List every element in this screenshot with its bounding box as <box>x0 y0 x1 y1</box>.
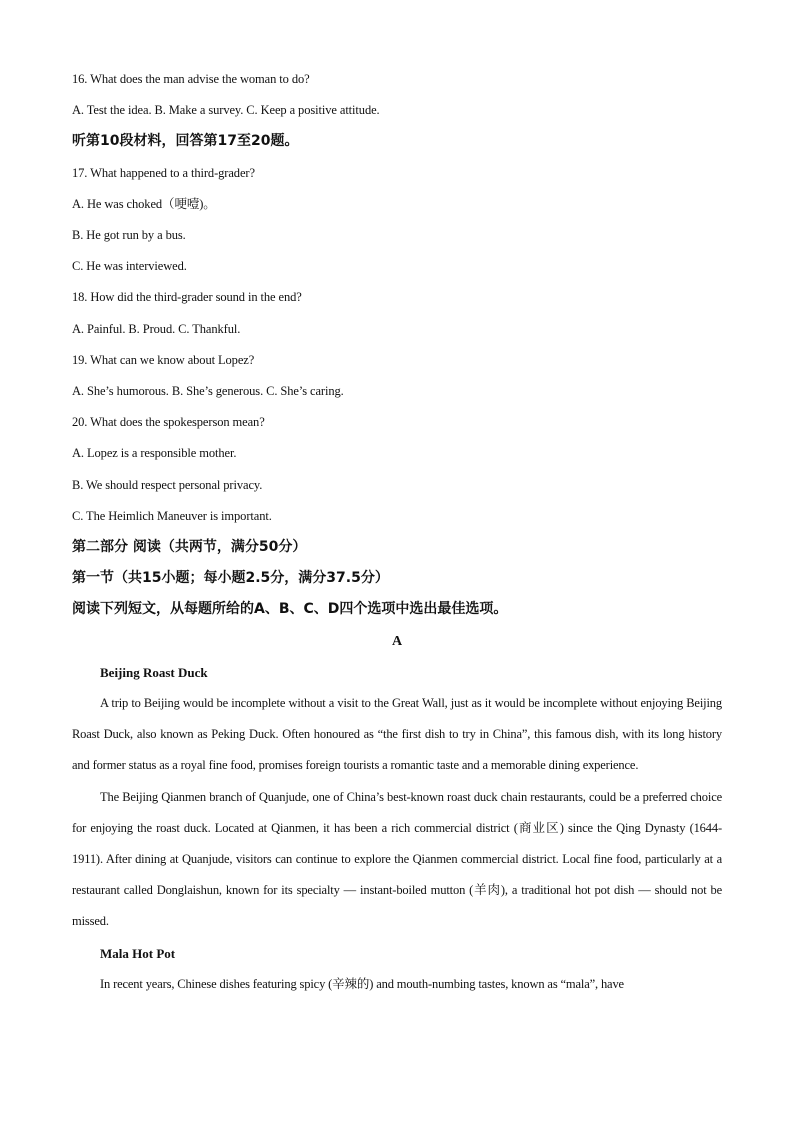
question-19-options: A. She’s humorous. B. She’s generous. C. She’s caring. <box>72 384 344 399</box>
question-20-option-a: A. Lopez is a responsible mother. <box>72 446 237 461</box>
question-18-options: A. Painful. B. Proud. C. Thankful. <box>72 321 241 336</box>
question-16-options: A. Test the idea. B. Make a survey. C. Keep a positive attitude. <box>72 103 380 118</box>
question-17-option-b: B. He got run by a bus. <box>72 228 186 243</box>
question-20-option-c: C. The Heimlich Maneuver is important. <box>72 508 272 523</box>
paragraph-roast-duck-1: A trip to Beijing would be incomplete without a visit to the Great Wall, just as it would be incomplete without enjoying Beijing Roast Duck, also known as Peking Duck. Often honoured as “the first dish to try in China”, this famous dish, with its long history and former status as a royal fine food, promises foreign tourists a romantic taste and a memorable dining experience. <box>72 696 722 773</box>
reading-part-heading: 第二部分 阅读（共两节，满分50分） <box>72 539 307 556</box>
reading-section-heading: 第一节（共15小题；每小题2.5分，满分37.5分） <box>72 570 389 587</box>
question-16: 16. What does the man advise the woman to do? <box>72 72 310 86</box>
passage-letter: A <box>391 633 403 649</box>
question-17-option-a: A. He was choked（哽噎)。 <box>72 196 216 211</box>
question-17: 17. What happened to a third-grader? <box>72 165 255 180</box>
document-page <box>72 64 722 1000</box>
paragraph-mala-1: In recent years, Chinese dishes featuring spicy (辛辣的) and mouth-numbing tastes, known as “mala”, have <box>100 976 624 991</box>
reading-instruction: 阅读下列短文，从每题所给的A、B、C、D四个选项中选出最佳选项。 <box>72 601 508 618</box>
question-20: 20. What does the spokesperson mean? <box>72 415 265 430</box>
question-19: 19. What can we know about Lopez? <box>72 352 255 367</box>
subheading-beijing-roast-duck: Beijing Roast Duck <box>100 664 208 680</box>
subheading-mala-hot-pot: Mala Hot Pot <box>100 945 176 961</box>
question-20-option-b: B. We should respect personal privacy. <box>72 477 263 492</box>
question-17-option-c: C. He was interviewed. <box>72 259 187 274</box>
section-10-heading: 听第10段材料，回答第17至20题。 <box>72 133 299 150</box>
paragraph-roast-duck-2: The Beijing Qianmen branch of Quanjude, one of China’s best-known roast duck chain restaurants, could be a preferred choice for enjoying the roast duck. Located at Qianmen, it has been a rich commercial district (商业区) since the Qing Dynasty (1644-1911). After dining at Quanjude, visitors can continue to explore the Qianmen commercial district. Local fine food, particularly at a restaurant called Donglaishun, known for its specialty — instant-boiled mutton (羊肉), a traditional hot pot dish — should not be missed. <box>72 789 722 929</box>
question-18: 18. How did the third-grader sound in the end? <box>72 290 302 305</box>
